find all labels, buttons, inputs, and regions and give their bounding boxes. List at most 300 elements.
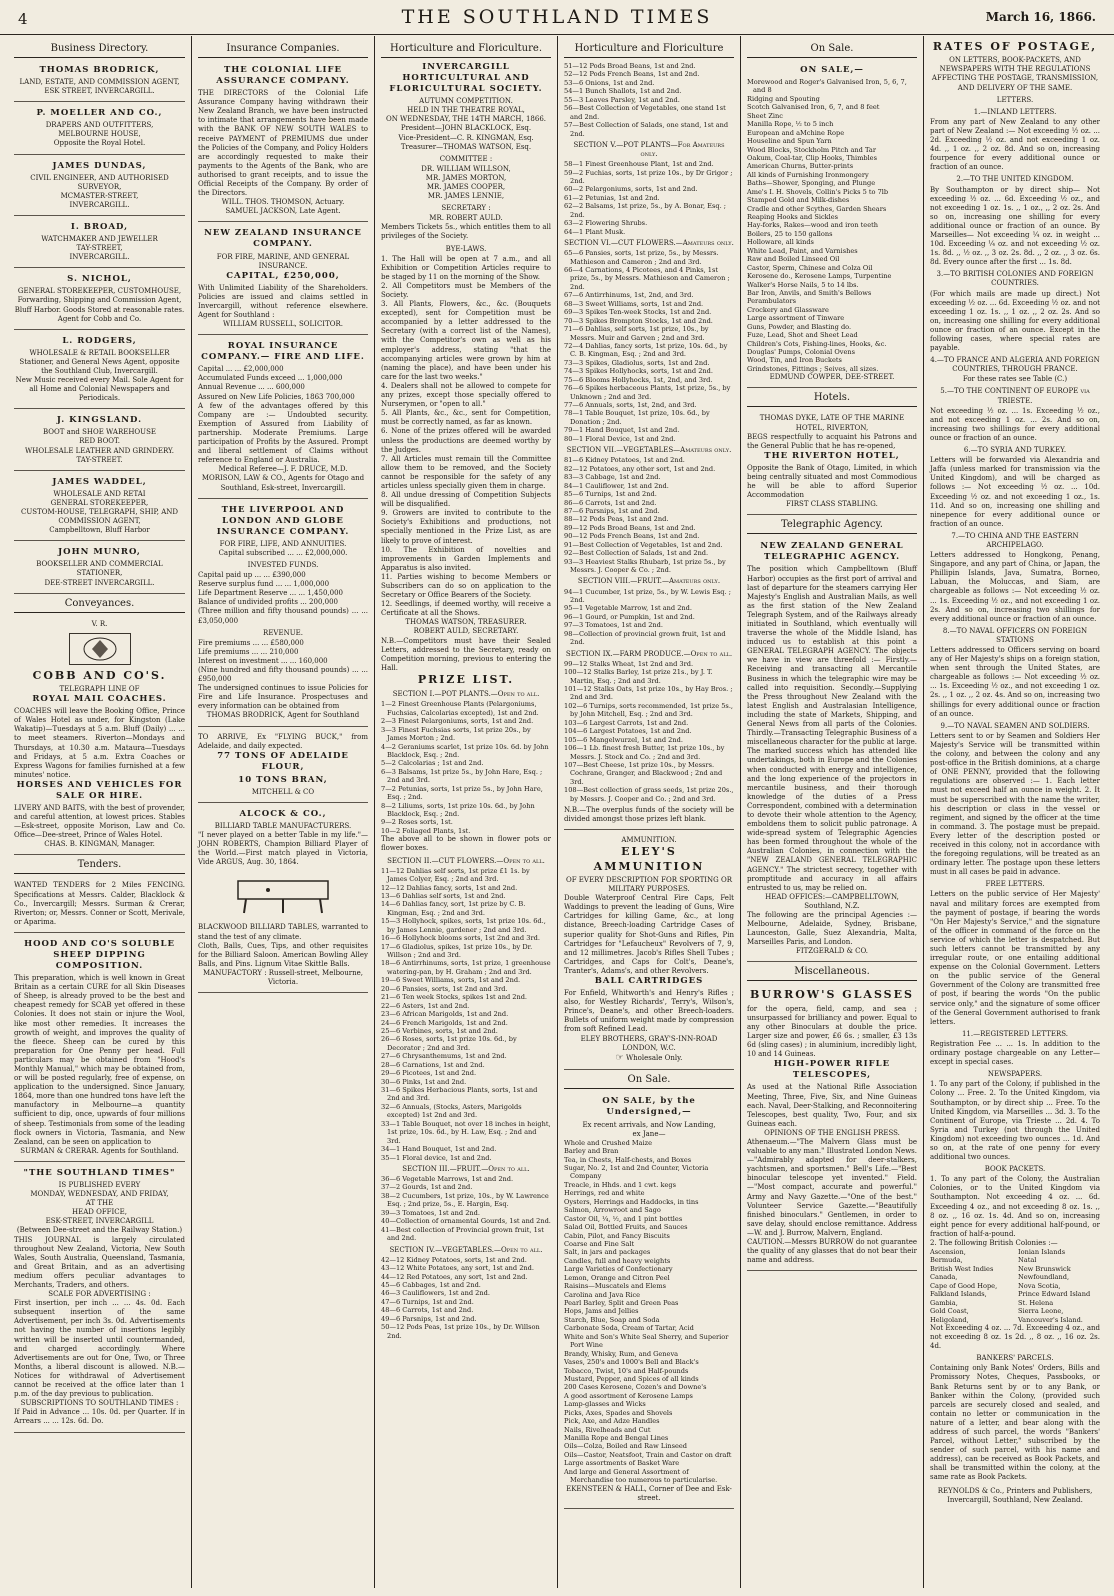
sale-item: Oakum, Coal-tar, Clip Hooks, Thimbles (747, 153, 877, 162)
liverpool-sub: FOR FIRE, LIFE, AND ANNUITIES. (219, 539, 347, 548)
business-ad (14, 219, 185, 268)
opinions-heading: OPINIONS OF THE ENGLISH PRESS. (764, 1128, 900, 1137)
prize-item: 89—12 Pods Broad Beans, 1st and 2nd. (564, 523, 696, 532)
prize-item: 85—6 Turnips, 1st and 2nd. (564, 490, 657, 499)
prize-item: 38—2 Cucumbers, 1st prize, 10s., by W. Lawrence Esq. ; 2nd prize, 5s., E. Hargin, Esq. (381, 1191, 549, 1209)
sale-item: Scotch Galvanised Iron, 6, 7, and 8 feet (747, 103, 880, 112)
masthead (0, 0, 1114, 35)
postage-heading: RATES OF POSTAGE, (932, 40, 1098, 53)
prize-item: 90—12 Pods French Beans, 1st and 2nd. (564, 532, 700, 541)
section-4: SECTION IV.—VEGETABLES.—Open to all. (389, 1245, 543, 1254)
prize-item: 53—6 Onions, 1st and 2nd. (564, 78, 655, 87)
colony: Gold Coast, (930, 1307, 969, 1316)
prize-item: 57—Best Collection of Salads, one stand, 1st and 2nd. (564, 121, 729, 138)
colony: Heligoland, (930, 1315, 969, 1324)
hotel-body1: BEGS respectfully to acquaint his Patrons and the General Public that he has re-opened, (747, 432, 917, 450)
prize-item: 80—1 Floral Device, 1st and 2nd. (564, 434, 676, 443)
business-line: Campbelltown, Bluff Harbor (49, 526, 150, 535)
bylaw: 3. All Plants, Flowers, &c., &c. (Bouquets excepted), sent for Competition must be accompanied by a letter addressed to the Secretary (with a correct list of the Names), with the Competitor's own as well as his employer's address, stating "that the accompanying articles were grown by him at (naming the place), and have been under his care for the last two weeks." (381, 300, 551, 381)
section-6: SECTION VI.—CUT FLOWERS.—Amateurs only. (564, 239, 734, 248)
stabling: FIRST CLASS STABLING. (786, 500, 878, 509)
hood-sign: SURMAN & CRERAR. Agents for Southland. (20, 1146, 179, 1155)
sale-sub: Ex recent arrivals, and Now Landing, (582, 1120, 716, 1129)
fund-row: Life Department Reserve ... ... 1,450,000 (198, 589, 343, 598)
ball-body: For Enfield, Whitworth's and Henry's Rifles ; also, for Westley Richards', Terry's, Wilson's, Prince's, Deane's, and other Breech-loaders. Bullets of uniform weight made by compression from soft Refined Lead. (564, 989, 734, 1034)
nz-sub: FOR FIRE, MARINE, AND GENERAL INSURANCE. (216, 252, 350, 270)
bylaw: 11. Parties wishing to become Members or Subscribers can do so on application to the Secretary or Office Bearers of the Society. (381, 572, 551, 600)
s5-heading: 5.—TO THE CONTINENT OF EUROPE via TRIESTE. (940, 387, 1090, 405)
b2-heading: 2. The following British Colonies :— (930, 1238, 1058, 1247)
committee-member: DR. WILLIAM WILLSON, (421, 164, 511, 173)
prize-item: 56—Best Collection of Vegetables, one stand 1st and 2nd. (564, 104, 726, 121)
section-8: SECTION VIII.—FRUIT.—Amateurs only. (577, 577, 721, 586)
sale-item: And large and General Assortment of Merchandise too numerous to particularise. (564, 1467, 718, 1485)
colony: Nova Scotia, (1018, 1281, 1061, 1290)
sale-item: Perambulators (747, 297, 797, 306)
prize-item: 108—Best collection of grass seeds, 1st prize 20s., by Messrs. J. Cooper and Co. ; 2nd and 3rd. (564, 786, 734, 803)
business-name: JAMES DUNDAS, (52, 160, 147, 171)
colony: British West Indies (930, 1264, 994, 1273)
business-line: BOOKSELLER AND COMMERCIAL (36, 560, 163, 569)
prize-item: 16—6 Hollyhock blooms sorts, 1st 2nd and 3rd. (381, 934, 540, 943)
sale-item: Carolina and Java Rice (564, 1290, 641, 1299)
funds-heading: INVESTED FUNDS. (247, 560, 319, 569)
prize-item: 50—12 Pods Peas, 1st prize 10s., by Dr. Willson 2nd. (381, 1323, 540, 1340)
billiard-table-icon (228, 873, 338, 917)
colony: Canada, (930, 1273, 958, 1282)
prize-item: 79—1 Hand Bouquet, 1st and 2nd. (564, 426, 680, 435)
liverpool-capital: Capital subscribed ... ... £2,000,000. (218, 548, 348, 557)
items-d (564, 456, 734, 574)
sale-item: Morewood and Roger's Galvanised Iron, 5, 6, 7, and 8 (747, 78, 907, 95)
prize-item: 31—6 Spikes Herbacious Plants, sorts, 1st and 2nd and 3rd. (381, 1086, 538, 1103)
prize-item: 35—1 Floral device, 1st and 2nd. (381, 1153, 492, 1162)
colony: Cape of Good Hope, (930, 1281, 998, 1290)
committee-member: MR. JAMES COOPER, (426, 182, 506, 191)
prize-item: 70—3 Spikes Brompton Stocks, 1st and 2nd. (564, 316, 713, 325)
cobb-title: COBB AND CO'S. (32, 668, 167, 682)
s5-body: Not exceeding ½ oz. ... 1s. Exceeding ½ oz., and not exceeding 1 oz. ... 2s. And so on, increasing two shillings for every additional ounce or fraction of an ounce. (930, 406, 1100, 442)
business-name: JOHN MUNRO, (58, 547, 141, 558)
paper-line: AT THE (85, 1199, 114, 1208)
prize-item: 5—2 Calcolarias ; 1st and 2nd. (381, 759, 484, 768)
sale-item: Reaping Hooks and Sickles (747, 213, 839, 222)
prize-item: 13—6 Dahlias self sorts, 1st and 2nd. (381, 891, 506, 900)
prize-item: 54—1 Bunch Shallots, 1st and 2nd. (564, 87, 682, 96)
imprint: REYNOLDS & Co., Printers and Publishers, Invercargill, Southland, New Zealand. (937, 1486, 1093, 1504)
colony: Ascension, (930, 1248, 966, 1257)
nz-sign: WILLIAM RUSSELL, SOLICITOR. (223, 320, 343, 329)
royal-referee: Medical Referee—J. F. DRUCE, M.D. (218, 465, 348, 474)
rifle-body: As used at the National Rifle Association Meeting, Three, Five, Six, and Nine Guineas each. Naval, Deer-Stalking, and Reconnoitering Telescopes, best quality, Two, Four, and six Guineas each. (747, 1083, 917, 1128)
sale-item: Large assortment of Tinware (747, 314, 845, 323)
liverpool-funds (198, 571, 368, 626)
postage-sub: ON LETTERS, BOOK-PACKETS, AND NEWSPAPERS WITH THE REGULATIONS AFFECTING THE POSTAGE, TRANSMISSION, AND DELIVERY OF THE SAME. (931, 56, 1099, 92)
business-line: WATCHMAKER AND JEWELLER (41, 235, 158, 244)
liverpool-ad (198, 502, 368, 727)
committee-member: MR. JAMES MORTON, (425, 173, 507, 182)
prize-item: 91—Best Collection of Vegetables, 1st and 2nd. (564, 540, 723, 549)
royal-figures (198, 365, 368, 401)
society-name: INVERCARGILL HORTICULTURAL AND FLORICULTURAL SOCIETY. (389, 62, 543, 95)
burrow-ad (747, 985, 917, 1271)
competition-title: AUTUMN COMPETITION. (419, 97, 513, 106)
sale-item: 200 Cases Kerosene, Cozen's and Downe's (564, 1383, 707, 1392)
eley-sub: OF EVERY DESCRIPTION FOR SPORTING OR MILITARY PURPOSES. (565, 876, 732, 894)
sale-items (564, 1139, 734, 1485)
fund-row: Reserve surplus fund ... ... 1,000,000 (198, 580, 330, 589)
telegraph-body: The position which Campbelltown (Bluff Harbor) occupies as the first port of arrival and last of departure for the steamers carrying Her Majesty's English and Australian Mails, as well as the first station of the New Zealand Telegraph System, and of the Railways already initiated in Southland, which eventually will traverse the whole of the Middle Island, has induced us to establish at this point a GENERAL TELEGRAPH AGENCY. The objects we have in view are threefold :— Firstly.—Receiving and transacting all Mercantile Business in which the telegraphic wire may be called into requisition. Secondly.—Supplying the Press throughout New Zealand with the latest English and Australasian Intelligence, including the state of Markets, Shipping, and General News from all parts of the Colonies. Thirdly.—Transacting Telegraphic Business of a miscellaneous character for the public at large. The marked success which has attended like undertakings, both in Europe and the Colonies when conducted with energy and intelligence, and the long experience of the projectors in mercantile business, and their thorough knowledge of the duties of a Press Correspondent, combined with a determination to devote their whole attention to the Agency, emboldens them to solicit public patronage. A wide-spread system of Telegraphic Agencies has been formed throughout the whole of the Australian Colonies, in connection with the "NEW ZEALAND GENERAL TELEGRAPHIC AGENCY." The strictest secrecy, together with promptitude and accuracy in all affairs entrusted to us, may be relied on. (747, 565, 917, 892)
prize-item: 103—6 Largest Carrots, 1st and 2nd. (564, 718, 689, 727)
revenue-row: Fire premiums ... ... £580,000 (198, 638, 304, 647)
cowper-items (747, 78, 917, 373)
colony: Gambia, (930, 1298, 958, 1307)
prize-item: 34—1 Hand Bouquet, 1st and 2nd. (381, 1145, 497, 1154)
sale-item: Raw and Boiled Linseed Oil (747, 255, 840, 264)
nz-insurance-ad (198, 225, 368, 335)
column-business (8, 36, 191, 1588)
scale-heading: SCALE FOR ADVERTISING : (48, 1290, 151, 1299)
paper-line: MONDAY, WEDNESDAY, AND FRIDAY, (30, 1190, 169, 1199)
liverpool-sign: THOMAS BRODRICK, Agent for Southland (206, 711, 360, 720)
bylaws (381, 255, 551, 619)
secretary-heading: SECRETARY : (441, 204, 491, 213)
prize-item: 66—4 Carnations, 4 Picotees, and 4 Pinks, 1st prize, 5s., by Messrs. Mathieson and Cameron ; 2nd. (564, 266, 730, 291)
prize-item: 58—1 Finest Greenhouse Plant, 1st and 2nd. (564, 160, 714, 169)
free-heading: FREE LETTERS. (985, 880, 1045, 889)
prize-item: 59—2 Fuchias, sorts, 1st prize 10s., by Dr Grigor ; 2nd. (564, 168, 733, 185)
items-c (564, 249, 734, 443)
hood-body: This preparation, which is well known in Great Britain as a certain CURE for all Skin Diseases of Sheep, is already proved to be the best and cheapest remedy for SCAB yet offered in these Colonies. It does not stain or injure the Wool, like most other remedies. It increases the growth of weight, and improves the quality of the fleece. Sheep can be cured by this preparation for One Penny per head. Full particulars may be obtained from "Hood's Monthly Manual," which may be obtained from, or will be posted regularly, free of expense, on application to the undersigned. Since January, 1864, more than one hundred tons have left the manufactory in Melbourne—a quantity sufficient to dip, once, upwards of four millions of sheep. Testimonials from some of the leading flock owners in Victoria, Tasmania, and New Zealand, can be seen on application to (14, 974, 185, 1146)
scale-body: First insertion, per inch ... ... 4s. 0d. Each subsequent insertion of the same Advertisement, per inch 3s. 0d. Advertisements not having the number of insertions legibly written will be inserted until countermanded, and charged accordingly. Where Advertisements are out for One, Two, or Three Months, a liberal discount is allowed. N.B.—Notices for withdrawal of Advertisement cannot be received at the office later than 1 p.m. of the day previous to publication. (14, 1299, 185, 1399)
sale-item: Holloware, all kinds (747, 238, 814, 247)
colony: Natal (1018, 1256, 1037, 1265)
s4-body: For these rates see Table (C.) (962, 375, 1068, 384)
prize-item: 47—6 Turnips, 1st and 2nd. (381, 1297, 474, 1306)
colony: Newfoundland, (1018, 1273, 1070, 1282)
colonial-title: THE COLONIAL LIFE ASSURANCE COMPANY. (216, 65, 350, 87)
colony: Vancouver's Island. (1018, 1315, 1083, 1324)
cowper-ad (747, 62, 917, 388)
prize-item: 30—6 Pinks, 1st and 2nd. (381, 1077, 467, 1086)
fund-row: (Three million and fifty thousand pounds) ... ... £3,050,000 (198, 607, 368, 625)
paper-line: ESK-STREET, INVERCARGILL (45, 1217, 154, 1226)
sale-item: Mustard, Pepper, and Spices of all kinds (564, 1374, 699, 1383)
subs-body: If Paid in Advance ... 10s. 0d. per Quarter. If in Arrears ... ... 12s. 6d. Do. (14, 1408, 185, 1426)
section-heading: Business Directory. (14, 42, 185, 58)
prize-item: 1—2 Finest Greenhouse Plants (Pelargoniums, Fuchsias, Calcolarias excepted), 1st and 2nd. (381, 700, 539, 717)
prize-item: 45—6 Cabbages, 1st and 2nd. (381, 1280, 481, 1289)
sale-item: Guns, Powder, and Blasting do. (747, 322, 852, 331)
sale-item: Hay-forks, Rakes—wood and iron teeth (747, 221, 879, 230)
prize-item: 73—3 Spikes, Gladiolus, sorts, 1st and 2nd. (564, 358, 710, 367)
sale-item: Herrings, red and white (564, 1189, 645, 1198)
secretary-sign: ROBERT AULD, SECRETARY. (413, 627, 519, 636)
business-line: Opposite the Royal Hotel. (53, 139, 146, 148)
prize-item: 105—6 Mangelwurzel, 1st and 2nd. (564, 735, 683, 744)
burrow-title: BURROW'S GLASSES (750, 988, 914, 1002)
prize-item: 40—Collection of ornamental Gourds, 1st and 2nd. (381, 1217, 551, 1226)
s11-body: Registration Fee ... ... 1s. In addition to the ordinary postage chargeable on any Letter—except in special cases. (930, 1039, 1100, 1067)
sale-item: Barley and Bran (564, 1147, 619, 1156)
business-ad (14, 62, 185, 102)
sale-item: White and Son's White Seal Sherry, and Superior Port Wine (564, 1332, 729, 1350)
sale-item: Oils—Castor, Neatsfoot, Train and Castor on draft (564, 1450, 732, 1459)
prize-item: 3—3 Finest Fuchsias sorts, 1st prize 20s., by James Morton ; 2nd. (381, 725, 531, 743)
sale-item: Sheet Zinc (747, 111, 783, 120)
prize-item: 51—12 Pods Broad Beans, 1st and 2nd. (564, 62, 696, 70)
sale-item: Grindstones, Fittings ; Seives, all sizes. (747, 364, 879, 373)
column-postage (923, 36, 1106, 1588)
business-line: INVERCARGILL. (69, 200, 130, 209)
colonial-body: THE DIRECTORS of the Colonial Life Assurance Company having withdrawn their New Zealand Branch, we have been instructed to intimate that arrangements have been made with the BANK OF NEW SOUTH WALES to receive PAYMENT of PREMIUMS due under the Policies of the Company, and Policy Holders are accordingly requested to make their payments to the Agents of the Bank, who are authorised to grant receipts, and to issue the Official Receipts of the Company. By order of the Directors. (198, 89, 368, 198)
sale-item: Ridging and Spouting (747, 94, 820, 103)
section-heading: Conveyances. (14, 597, 185, 613)
officer: Vice-President—C. R. KINGMAN, Esq. (398, 133, 534, 142)
business-line: STATIONER, (76, 569, 123, 578)
prize-item: 42—12 Kidney Potatoes, sorts, 1st and 2nd. (381, 1255, 527, 1264)
sale-sub2: ex Jane— (632, 1129, 666, 1138)
royal-sign: MORISON, LAW & CO., Agents for Otago and Southland, Esk-street, Invercargill. (201, 474, 365, 492)
prize-item: 75—6 Blooms Hollyhocks, 1st, 2nd, and 3rd. (564, 375, 713, 384)
prize-item: 23—6 African Marigolds, 1st and 2nd. (381, 1010, 509, 1019)
prize-item: 20—6 Pansies, sorts, 1st 2nd and 3rd. (381, 984, 508, 993)
prize-item: 25—6 Verbines, sorts, 1st and 2nd. (381, 1026, 498, 1035)
business-line: RED BOOT. (79, 437, 120, 446)
business-name: I. BROAD, (70, 221, 129, 232)
prize-item: 43—12 White Potatoes, any sort, 1st and 2nd. (381, 1264, 534, 1273)
business-name: P. MOELLER AND CO., (36, 108, 163, 119)
prize-item: 102—6 Turnips, sorts recommended, 1st prize 5s., by John Mitchell, Esq. ; 2nd and 3rd. (564, 701, 734, 719)
colonies-left (930, 1248, 1012, 1324)
prize-item: 69—3 Spikes Ten-week Stocks, 1st and 2nd. (564, 308, 712, 317)
business-name: J. KINGSLAND. (56, 415, 143, 426)
s1-heading: 1.—INLAND LETTERS. (973, 107, 1057, 116)
business-ad (14, 158, 185, 216)
prize-item: 101—12 Stalks Oats, 1st prize 10s., by Hay Bros. ; 2nd and 3rd. (564, 685, 733, 702)
caution: CAUTION.—Messrs BURROW do not guarantee the quality of any glasses that do not bear their name and address. (747, 1238, 917, 1265)
s6-heading: 6.—TO SYRIA AND TURKEY. (963, 446, 1067, 455)
eley-sign: ELEY BROTHERS, GRAY'S-INN-ROAD LONDON, W.C. (580, 1034, 718, 1052)
s4-heading: 4.—TO FRANCE AND ALGERIA AND FOREIGN COUNTRIES, THROUGH FRANCE. (930, 356, 1100, 374)
committee-member: MR. JAMES LENNIE, (427, 192, 505, 201)
colonies-table (930, 1248, 1100, 1324)
business-ad (14, 333, 185, 410)
s2-body: By Southampton or by direct ship— Not exceeding ½ oz. ... 6d. Exceeding ½ oz., and not exceeding 1 oz. 1s. ,, 1 oz., ,, 2 oz. 2s. And so on, increasing one shilling for every additional ounce or fraction of an ounce. By Marseilles— Not exceeding ¼ oz. in weight ... 10d. Exceeding ¼ oz. and not exceeding ½ oz. 1s. 8d. ,, ½ oz. ,, 3 oz. 2s. 8d. ,, 2 oz. ,, 3 oz. 6s. 8d. Every ounce after the first ... 1s. 8d. (930, 185, 1100, 267)
prize-item: 28—6 Carnations, 1st and 2nd. (381, 1060, 485, 1069)
prize-item: 95—1 Vegetable Marrow, 1st and 2nd. (564, 604, 692, 613)
alcock-quote: "I never played on a better Table in my life."—JOHN ROBERTS, Champion Billiard Player of the World.—First match played in Victoria, Vide ARGUS, Aug. 30, 1864. (198, 831, 368, 867)
sale-item: Cradle and other Scythes, Garden Shears (747, 204, 887, 213)
prize-item: 55—3 Leaves Parsley, 1st and 2nd. (564, 95, 680, 104)
business-line: WHOLESALE AND RETAI (53, 489, 146, 498)
ball-heading: BALL CARTRIDGES (594, 976, 704, 987)
sale-item: Pearl Barley, Split and Green Peas (564, 1299, 679, 1308)
sale-item: Tobacco, Twist, 10's and Half-pounds (564, 1366, 689, 1375)
s8-body: Letters addressed to Officers serving on board any of Her Majesty's ships on a foreign station, when sent through the United States, are chargeable as follows :— Not exceeding ½ oz. ... 1s. Exceeding ½ oz., and not exceeding 1 oz. 2s. ,, 1 oz. ,, 2 oz. 4s. And so on, increasing two shillings for every additional ounce or fraction of an ounce. (930, 646, 1100, 718)
prize-item: 106—1 Lb. finest fresh Butter, 1st prize 10s., by Messrs. J. Stock and Co. ; 2nd and 3rd. (564, 744, 725, 761)
column-horticulture-2 (557, 36, 740, 1588)
eley-title: ELEY'S AMMUNITION (593, 845, 705, 873)
page-number: 4 (18, 10, 28, 28)
prize-item: 81—6 Kidney Potatoes, 1st and 2nd. (564, 456, 685, 465)
treasurer-sign: THOMAS WATSON, TREASURER. (405, 618, 527, 627)
prize-item: 19—6 Sweet Williams, sorts, 1st and 2nd. (381, 976, 521, 985)
sale-item: Bar Iron, Anvils, and Smith's Bellows (747, 288, 872, 297)
section-heading: Miscellaneous. (747, 965, 917, 981)
sale-item: Salt, in jars and packages (564, 1248, 651, 1257)
sale-item: Treacle, in Hhds. and 1 cwt. kegs (564, 1180, 676, 1189)
sale-item: Crockery and Glassware (747, 305, 829, 314)
prize-item: 99—12 Stalks Wheat, 1st 2nd and 3rd. (564, 659, 694, 668)
cowper-sign: EDMUND COWPER, DEE-STREET. (769, 373, 895, 382)
section-7: SECTION VII.—VEGETABLES—Amateurs only. (566, 446, 732, 455)
columns (8, 36, 1106, 1588)
section-heading: Horticulture and Floriculture. (381, 42, 551, 58)
hotel-ad (747, 411, 917, 515)
sale-item: A good assortment of Kerosene Lamps (564, 1391, 693, 1400)
revenue-row: Life premiums ... ... 210,000 (198, 647, 299, 656)
paper-lines (14, 1181, 185, 1236)
prize-item: 18—6 Antirrhinums, sorts, 1st prize, 1 greenhouse watering-pan, by H. Graham ; 2nd and 3rd. (381, 959, 551, 976)
bylaw: 9. Growers are invited to contribute to the Society's Exhibitions and productions, not specially mentioned in the Prize List, as are likely to prove of interest. (381, 509, 551, 545)
paper-line: HEAD OFFICE, (71, 1208, 127, 1217)
business-ad (14, 105, 185, 154)
sale-item: White Lead, Paint, and Varnishes (747, 246, 858, 255)
prize-item: 41—Best collection of Provincial grown fruit, 1st and 2nd. (381, 1225, 544, 1243)
sale-item: Lemon, Orange and Citron Peel (564, 1273, 670, 1282)
eley-ad (564, 833, 734, 1070)
cobb-sub: TELEGRAPH LINE OF (59, 685, 140, 693)
prize-item: 61—2 Petunias, 1st and 2nd. (564, 193, 660, 202)
sale-item: Oysters, Herrings and Haddocks, in tins (564, 1197, 699, 1206)
tender-ad: WANTED TENDERS for 2 Miles FENCING. Specifications at Messrs. Calder, Blacklock & Co., Invercargill; Messrs. Surman & Crerar, Riverton; or, Messrs. Conner or Scott, Merivale, or Aparima. (14, 878, 185, 932)
ammo-tag: AMMUNITION. (621, 836, 677, 845)
officers (381, 124, 551, 151)
sale-item: Hops, Jams and Jellies (564, 1307, 639, 1316)
items-a (564, 62, 734, 138)
prize-item: 24—6 French Marigolds, 1st and 2nd. (381, 1018, 508, 1027)
sale-item: Wood, Tin, and Iron Buckets (747, 356, 842, 365)
prize-item: 93—3 Heaviest Stalks Rhubarb, 1st prize 5s., by Messrs. J. Cooper & Co. ; 2nd. (564, 557, 726, 574)
hood-ad (14, 936, 185, 1162)
paper-line: IS PUBLISHED EVERY (58, 1180, 141, 1189)
section-1: SECTION I.—POT PLANTS.—Open to all. (392, 690, 540, 699)
s7-heading: 7.—TO CHINA AND THE EASTERN ARCHIPELAGO. (951, 531, 1079, 549)
business-line: INVERCARGILL. (69, 253, 130, 262)
bylaw: 7. All Articles must remain till the Committee allow them to be removed, and the Society cannot be responsible for the safety of any articles unless specially given them in charge. (381, 454, 551, 490)
prize-item: 26—6 Roses, sorts, 1st prize 10s. 6d., by Decorator ; 2nd and 3rd. (381, 1035, 517, 1052)
prize-item: 12—12 Dahlias fancy, sorts, 1st and 2nd. (381, 883, 518, 892)
prize-item: 15—3 Hollyhock, spikes, sorts, 1st prize 10s. 6d., by James Lennie, gardener ; 2nd and 3rd. (381, 917, 546, 934)
prize-item: 22—6 Asters, 1st and 2nd. (381, 1001, 470, 1010)
sale-item: Kerosene do., Kerosene Lamps, Turpentine (747, 272, 892, 281)
colonial-sign1: WILL. THOS. THOMSON, Actuary. (221, 198, 345, 207)
sale-item: Whole and Crushed Maize (564, 1138, 653, 1147)
hotel-body2: Opposite the Bank of Otago, Limited, in which being centrally situated and most Commodious he will be able to afford Superior Accommodation (747, 463, 917, 500)
sale-item: Salmon, Arrowroot and Sago (564, 1206, 661, 1215)
business-name: L. RODGERS, (62, 335, 137, 346)
sale-item: Stamped Gold and Milk-dishes (747, 196, 850, 205)
colonies-right (1018, 1248, 1100, 1324)
prize-item: 7—2 Petunias, sorts, 1st prize 5s., by John Hare, Esq. ; 2nd. (381, 784, 543, 802)
nz-title: NEW ZEALAND INSURANCE COMPANY. (204, 228, 362, 250)
bylaw: 10. The Exhibition of novelties and improvements in Garden Implements and Apparatus is also invited. (381, 545, 551, 572)
sale-item: Boilers, 25 to 150 gallons (747, 229, 833, 238)
items-f (564, 660, 734, 803)
bylaws-heading: BYE-LAWS. (445, 244, 487, 253)
sale-item: Oils—Colza, Boiled and Raw Linseed (564, 1442, 687, 1451)
section-1-items (381, 700, 551, 835)
cobb-sub2: ROYAL MAIL COACHES. (32, 694, 167, 705)
prize-item: 17—6 Gladiolus, spikes, 1st prize 10s., by Dr. Willson ; 2nd and 3rd. (381, 942, 533, 959)
sale-item: Tea, in Chests, Half-chests, and Boxes (564, 1155, 692, 1164)
cobb-ad (14, 617, 185, 856)
section-heading: Tenders. (14, 858, 185, 874)
business-line: DRAPERS AND OUTFITTERS, (45, 121, 154, 130)
sale-item: Picks, Axes, Spades and Shovels (564, 1408, 673, 1417)
prize-item: 2—3 Finest Pelargoniums, sorts, 1st and 2nd. (381, 717, 534, 726)
prize-item: 32—6 Annuals, (Stocks, Asters, Marigolds excepted) 1st 2nd and 3rd. (381, 1102, 522, 1120)
business-name: THOMAS BRODRICK, (39, 65, 160, 75)
prize-item: 94—1 Cucumber, 1st prize, 5s., by W. Lewis Esq. ; 2nd. (564, 587, 731, 604)
prize-item: 96—1 Gourd, or Pumpkin, 1st and 2nd. (564, 612, 695, 621)
prize-item: 33—1 Table Bouquet, not over 18 inches in height, 1st prize, 10s. 6d., by H. Law, Esq. ; 2nd and 3rd. (381, 1119, 551, 1145)
prize-item: 4—2 Geraniums scarlet, 1st prize 10s. 6d. by John Blacklock, Esq. ; 2nd. (381, 742, 549, 759)
issue-date: March 16, 1866. (985, 10, 1096, 24)
prize-item: 100—12 Stalks Barley, 1st prize 21s., by J. T. Martin, Esq. ; 2nd and 3rd. (564, 668, 713, 685)
sale-item: Manilla Rope, ½ to 5 inch (747, 120, 834, 129)
sale-sign: EKENSTEEN & HALL, Corner of Dee and Esk-street. (566, 1484, 732, 1502)
prize-item: 88—12 Pods Peas, 1st and 2nd. (564, 515, 669, 524)
prize-item: 36—6 Vegetable Marrows, 1st and 2nd. (381, 1175, 514, 1184)
business-name: S. NICHOL, (67, 274, 132, 285)
newspaper-title: THE SOUTHLAND TIMES (401, 6, 713, 28)
letters-heading: LETTERS. (996, 95, 1034, 104)
sale-item: European and aMchine Rope (747, 128, 845, 137)
colony: New Brunswick (1018, 1264, 1071, 1273)
sale-item: Raisins—Muscatels and Elems (564, 1282, 666, 1291)
sale-item: Vases, 250's and 1000's Bell and Black's (564, 1358, 699, 1367)
section-3-items (381, 1175, 551, 1243)
sale-item: Manilla Rope and Bengal Lines (564, 1434, 669, 1443)
prize-item: 9—2 Roses sorts, 1st. (381, 818, 453, 827)
revenue-row: Interest on investment ... ... 160,000 (198, 656, 328, 665)
fund-row: Balance of undivided profits ... 200,000 (198, 598, 339, 607)
sale-item: Houseline and Spun Yarn (747, 137, 832, 146)
book-heading: BOOK PACKETS. (984, 1165, 1046, 1174)
prize-item: 21—6 Ten week Stocks, spikes 1st and 2nd. (381, 993, 528, 1002)
colony: St. Helena (1018, 1298, 1054, 1307)
burrow-body: for the opera, field, camp, and sea ; unsurpassed for brilliancy and power. Equal to any other Binoculars at double the price. Larger size and power, £6 6s. ; smaller, £3 13s 6d (sling cases) ; in aluminium, incredibly light, 10 and 14 Guineas. (747, 1004, 917, 1059)
royal-figure: Assured on New Life Policies, 1863 700,000 (198, 392, 355, 401)
prize-item: 71—6 Dahlias, self sorts, 1st prize, 10s., by Messrs. Muir and Garven ; 2nd and 3rd. (564, 325, 709, 342)
prize-item: 98—Collection of provincial grown fruit, 1st and 2nd. (564, 629, 726, 647)
rifle-title: HIGH-POWER RIFLE TELESCOPES, (773, 1059, 891, 1081)
prize-item: 107—Best Cheese, 1st prize 10s., by Messrs. Cochrane, Granger, and Blackwood ; 2nd and 3rd. (564, 760, 723, 786)
telegraph-agents: The following are the principal Agencies :— Melbourne, Adelaide, Sydney, Brisbane, Launceston, Galle, Suez Alexandria, Malta, Marseilles Paris, and London. (747, 911, 917, 947)
business-line: MELBOURNE HOUSE, (58, 130, 141, 139)
bylaw: 12. Seedlings, if deemed worthy, will receive a Certificate at all the Shows. (381, 600, 551, 618)
prize-item: 82—12 Potatoes, any other sort, 1st and 2nd. (564, 464, 716, 473)
business-line: GENERAL STOREKEEPER, (50, 498, 149, 507)
competition-venue: HELD IN THE THEATRE ROYAL, (407, 106, 525, 115)
sale-item: Castor, Sperm, Chinese and Colza Oil (747, 263, 873, 272)
section-heading: On Sale. (564, 1073, 734, 1089)
bylaw: 2. All Competitors must be Members of the Society. (381, 281, 551, 300)
alcock-title: ALCOCK & CO., (239, 808, 327, 819)
royal-figure: Annual Revenue ... ... 600,000 (198, 383, 305, 392)
